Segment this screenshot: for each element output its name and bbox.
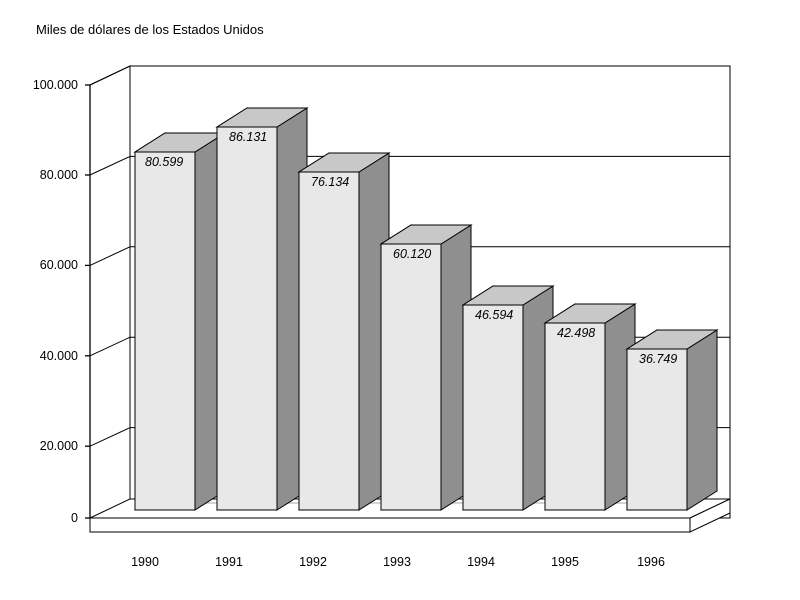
bar-label-1992: 76.134 (311, 175, 350, 189)
bar-label-1994: 46.594 (475, 308, 514, 322)
bar-label-1996: 36.749 (639, 352, 678, 366)
chart-left-panel (90, 66, 130, 518)
x-tick-1996: 1996 (637, 555, 665, 569)
y-tick-labels (33, 78, 78, 525)
x-tick-1994: 1994 (467, 555, 495, 569)
y-tick-20000: 20.000 (39, 439, 78, 453)
y-tick-60000: 60.000 (39, 258, 78, 272)
bar-label-1991: 86.131 (229, 130, 268, 144)
x-tick-1995: 1995 (551, 555, 579, 569)
bar-label-1990: 80.599 (145, 155, 184, 169)
bar-1991[interactable] (217, 108, 307, 510)
x-tick-1993: 1993 (383, 555, 411, 569)
bar-label-1995: 42.498 (557, 326, 596, 340)
x-tick-1992: 1992 (299, 555, 327, 569)
bar-1993[interactable] (381, 225, 471, 510)
x-tick-1990: 1990 (131, 555, 159, 569)
bar-1996[interactable] (627, 330, 717, 510)
y-tick-40000: 40.000 (39, 349, 78, 363)
bar-label-1993: 60.120 (393, 247, 432, 261)
y-tick-80000: 80.000 (39, 168, 78, 182)
bar-1995[interactable] (545, 304, 635, 510)
y-tick-0: 0 (71, 511, 78, 525)
bar-1990[interactable] (135, 133, 225, 510)
bar-1992[interactable] (299, 153, 389, 510)
bar-1994[interactable] (463, 286, 553, 510)
x-tick-1991: 1991 (215, 555, 243, 569)
y-tick-100000: 100.000 (32, 78, 78, 92)
x-tick-labels (131, 555, 665, 569)
chart-title: Miles de dólares de los Estados Unidos (36, 22, 264, 37)
y-axis (85, 85, 90, 518)
